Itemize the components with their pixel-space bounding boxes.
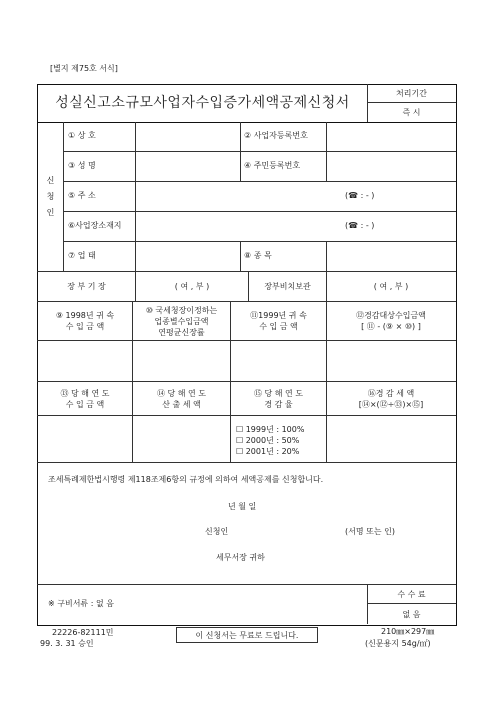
signature-field[interactable]: (서명 또는 인) <box>345 527 395 536</box>
col-1999-income: ⑪1999년 귀 속 수 입 금 액 <box>250 311 307 331</box>
col-reduction-rate: ⑮ 당 해 연 도 경 감 율 <box>253 388 304 409</box>
business-item-field[interactable] <box>328 243 454 269</box>
book-storage-choice[interactable]: ( 여 , 부 ) <box>373 281 409 291</box>
field-label-business-reg-no: ② 사업자등록번호 <box>244 131 308 140</box>
field-label-address: ⑤ 주 소 <box>68 191 96 200</box>
current-income-field[interactable] <box>39 417 130 460</box>
processing-period-value: 즉 시 <box>402 108 421 117</box>
col-growth-rate: ⑩ 국세청장이정하는 업종별수입금액 연평균신장률 <box>145 305 218 337</box>
col-current-income: ⑬ 당 해 연 도 수 입 금 액 <box>60 388 110 409</box>
applicant-sign-label: 신청인 <box>205 527 229 536</box>
address-field[interactable] <box>137 183 337 209</box>
processing-period-label: 처리기간 <box>396 89 427 98</box>
business-reg-no-field[interactable] <box>328 124 454 149</box>
bookkeeping-choice[interactable]: ( 여 , 부 ) <box>174 281 210 291</box>
form-code: 22226-82111민 <box>52 628 114 637</box>
paper-type: (신문용지 54g/㎡) <box>365 639 431 648</box>
col-calculated-tax: ⑭ 당 해 연 도 산 출 세 액 <box>156 388 207 409</box>
col-reduction-target-income: ⑫경감대상수입금액 [ ⑪ - (⑨ × ⑩) ] <box>356 311 426 331</box>
address-phone-field[interactable]: (☎ : - ) <box>345 191 375 200</box>
approval-date: 99. 3. 31 승인 <box>40 639 94 648</box>
field-label-resident-no: ④ 주민등록번호 <box>244 161 301 170</box>
income-1998-field[interactable] <box>39 342 130 379</box>
bookkeeping-label: 장 부 기 장 <box>67 281 106 291</box>
field-label-business-item: ⑧ 종 목 <box>244 251 272 260</box>
reduction-target-field[interactable] <box>328 342 454 379</box>
rate-option-1999[interactable]: ☐ 1999년 : 100% <box>236 425 305 434</box>
fee-value: 없 음 <box>402 609 421 619</box>
applicant-label: 신 청 인 <box>46 175 55 217</box>
growth-rate-field[interactable] <box>134 342 228 379</box>
col-reduction-amount: ⑯경 감 세 액 [⑭×(⑫÷⑬)×⑮] <box>358 388 424 409</box>
trade-name-field[interactable] <box>137 124 238 149</box>
paper-size: 210㎜×297㎜ <box>381 627 435 636</box>
rate-option-2000[interactable]: ☐ 2000년 : 50% <box>236 436 300 445</box>
rate-option-2001[interactable]: ☐ 2001년 : 20% <box>236 447 300 456</box>
form-number: [별지 제75호 서식] <box>50 64 118 73</box>
form-title: 성실신고소규모사업자수입증가세액공제신청서 <box>55 95 350 111</box>
reduction-amount-field[interactable] <box>328 417 454 460</box>
field-label-business-location: ⑥사업장소재지 <box>68 221 122 230</box>
col-1998-income: ⑨ 1998년 귀 속 수 입 금 액 <box>55 311 115 331</box>
resident-no-field[interactable] <box>328 153 454 179</box>
date-line[interactable]: 년 월 일 <box>228 502 257 511</box>
field-label-business-type: ⑦ 업 태 <box>68 251 96 260</box>
declaration-text: 조세특례제한법시행령 제118조제6항의 규정에 의하여 세액공제를 신청합니다. <box>48 475 324 484</box>
required-documents: ※ 구비서류 : 없 음 <box>48 599 114 608</box>
business-type-field[interactable] <box>137 243 238 269</box>
income-1999-field[interactable] <box>232 342 324 379</box>
business-phone-field[interactable]: (☎ : - ) <box>345 221 375 230</box>
name-field[interactable] <box>137 153 238 179</box>
calculated-tax-field[interactable] <box>134 417 228 460</box>
field-label-name: ③ 성 명 <box>68 161 96 170</box>
book-storage-label: 장부비치보관 <box>264 281 311 291</box>
business-location-field[interactable] <box>137 213 337 239</box>
free-notice: 이 신청서는 무료로 드립니다. <box>195 630 299 640</box>
field-label-trade-name: ① 상 호 <box>68 131 96 140</box>
fee-label: 수 수 료 <box>397 589 426 599</box>
recipient: 세무서장 귀하 <box>216 553 265 562</box>
